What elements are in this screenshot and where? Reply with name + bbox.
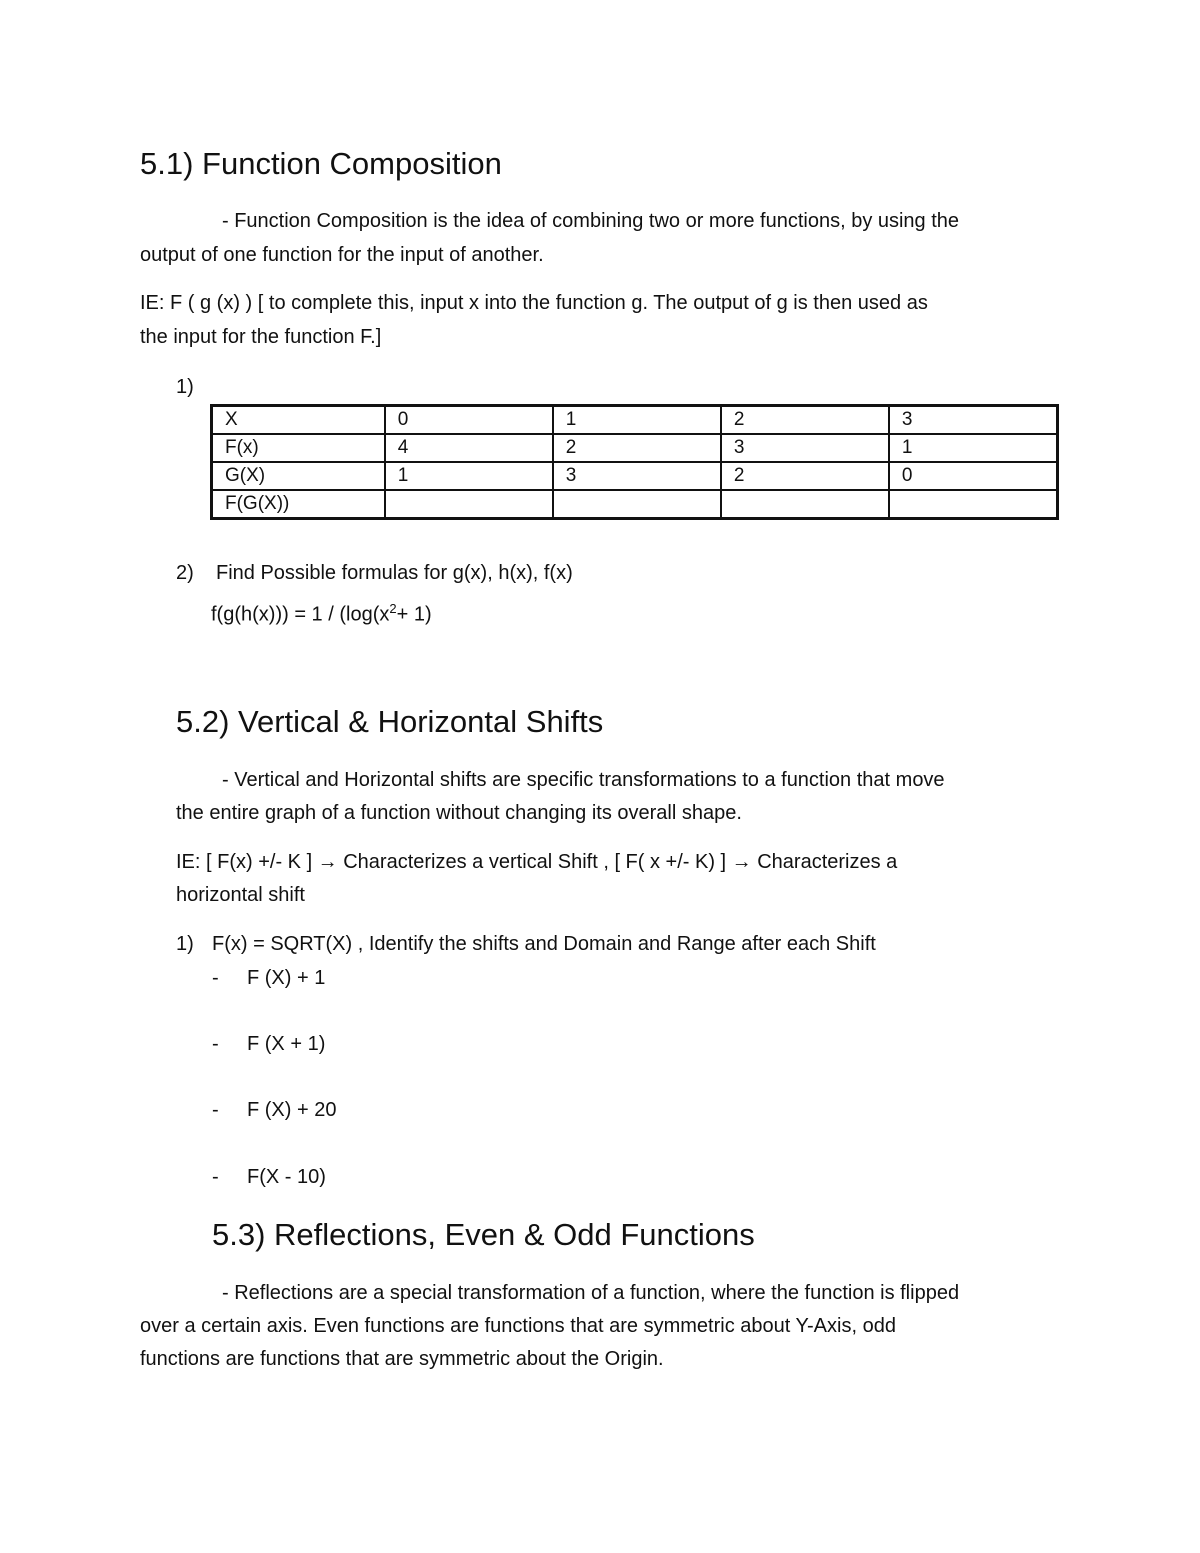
table-cell: 1 (553, 406, 721, 435)
table-cell (385, 490, 553, 519)
formula-part: f(g(h(x))) = 1 / (log(x (211, 603, 390, 626)
table-cell: 3 (889, 406, 1058, 435)
table-cell: 3 (553, 462, 721, 490)
exponent: 2 (389, 601, 397, 616)
table-cell: 2 (721, 406, 889, 435)
table-cell: 2 (553, 434, 721, 462)
shift-bullet: - (212, 1033, 219, 1055)
paragraph: - Vertical and Horizontal shifts are specific transformations to a function that move (222, 769, 945, 791)
table-cell (721, 490, 889, 519)
paragraph: output of one function for the input of another. (140, 244, 544, 266)
table-cell: 1 (889, 434, 1058, 462)
paragraph: horizontal shift (176, 884, 305, 906)
table-cell (889, 490, 1058, 519)
paragraph: the entire graph of a function without changing its overall shape. (176, 802, 742, 824)
question-number: 1) (176, 376, 194, 398)
table-cell: 3 (721, 434, 889, 462)
shift-item: F (X) + 1 (247, 967, 326, 989)
table-cell: 0 (385, 406, 553, 435)
table-cell: X (212, 406, 385, 435)
question-text: Find Possible formulas for g(x), h(x), f(x) (216, 562, 573, 584)
table-cell: F(G(X)) (212, 490, 385, 519)
table-cell: 1 (385, 462, 553, 490)
shift-bullet: - (212, 1166, 219, 1188)
table-row (212, 406, 1058, 435)
table-row (212, 490, 1058, 519)
paragraph: functions are functions that are symmetric about the Origin. (140, 1348, 664, 1370)
table-row (212, 434, 1058, 462)
heading-shifts: 5.2) Vertical & Horizontal Shifts (176, 704, 604, 739)
table-cell: 2 (721, 462, 889, 490)
shift-item: F (X + 1) (247, 1033, 326, 1055)
question-number: 1) (176, 933, 194, 955)
paragraph: over a certain axis. Even functions are functions that are symmetric about Y-Axis, odd (140, 1315, 896, 1337)
paragraph: the input for the function F.] (140, 326, 382, 348)
paragraph: IE: F ( g (x) ) [ to complete this, input x into the function g. The output of g is then used as (140, 292, 928, 314)
shift-item: F(X - 10) (247, 1166, 326, 1188)
shift-bullet: - (212, 967, 219, 989)
function-table (210, 404, 1059, 520)
paragraph: - Reflections are a special transformation of a function, where the function is flipped (222, 1282, 960, 1304)
question-text: F(x) = SQRT(X) , Identify the shifts and Domain and Range after each Shift (212, 933, 876, 955)
formula (211, 592, 432, 632)
table-cell: 0 (889, 462, 1058, 490)
paragraph: - Function Composition is the idea of combining two or more functions, by using the (222, 210, 960, 232)
paragraph: IE: [ F(x) +/- K ] → Characterizes a vertical Shift , [ F( x +/- K) ] → Characterizes a (176, 851, 898, 873)
question-number: 2) (176, 562, 194, 584)
heading-function-composition: 5.1) Function Composition (140, 146, 502, 181)
shift-bullet: - (212, 1099, 219, 1121)
shift-item: F (X) + 20 (247, 1099, 337, 1121)
table-cell: 4 (385, 434, 553, 462)
table-cell: G(X) (212, 462, 385, 490)
formula-part: + 1) (396, 603, 432, 626)
table-row (212, 462, 1058, 490)
table-cell: F(x) (212, 434, 385, 462)
heading-reflections: 5.3) Reflections, Even & Odd Functions (212, 1217, 755, 1252)
table-cell (553, 490, 721, 519)
